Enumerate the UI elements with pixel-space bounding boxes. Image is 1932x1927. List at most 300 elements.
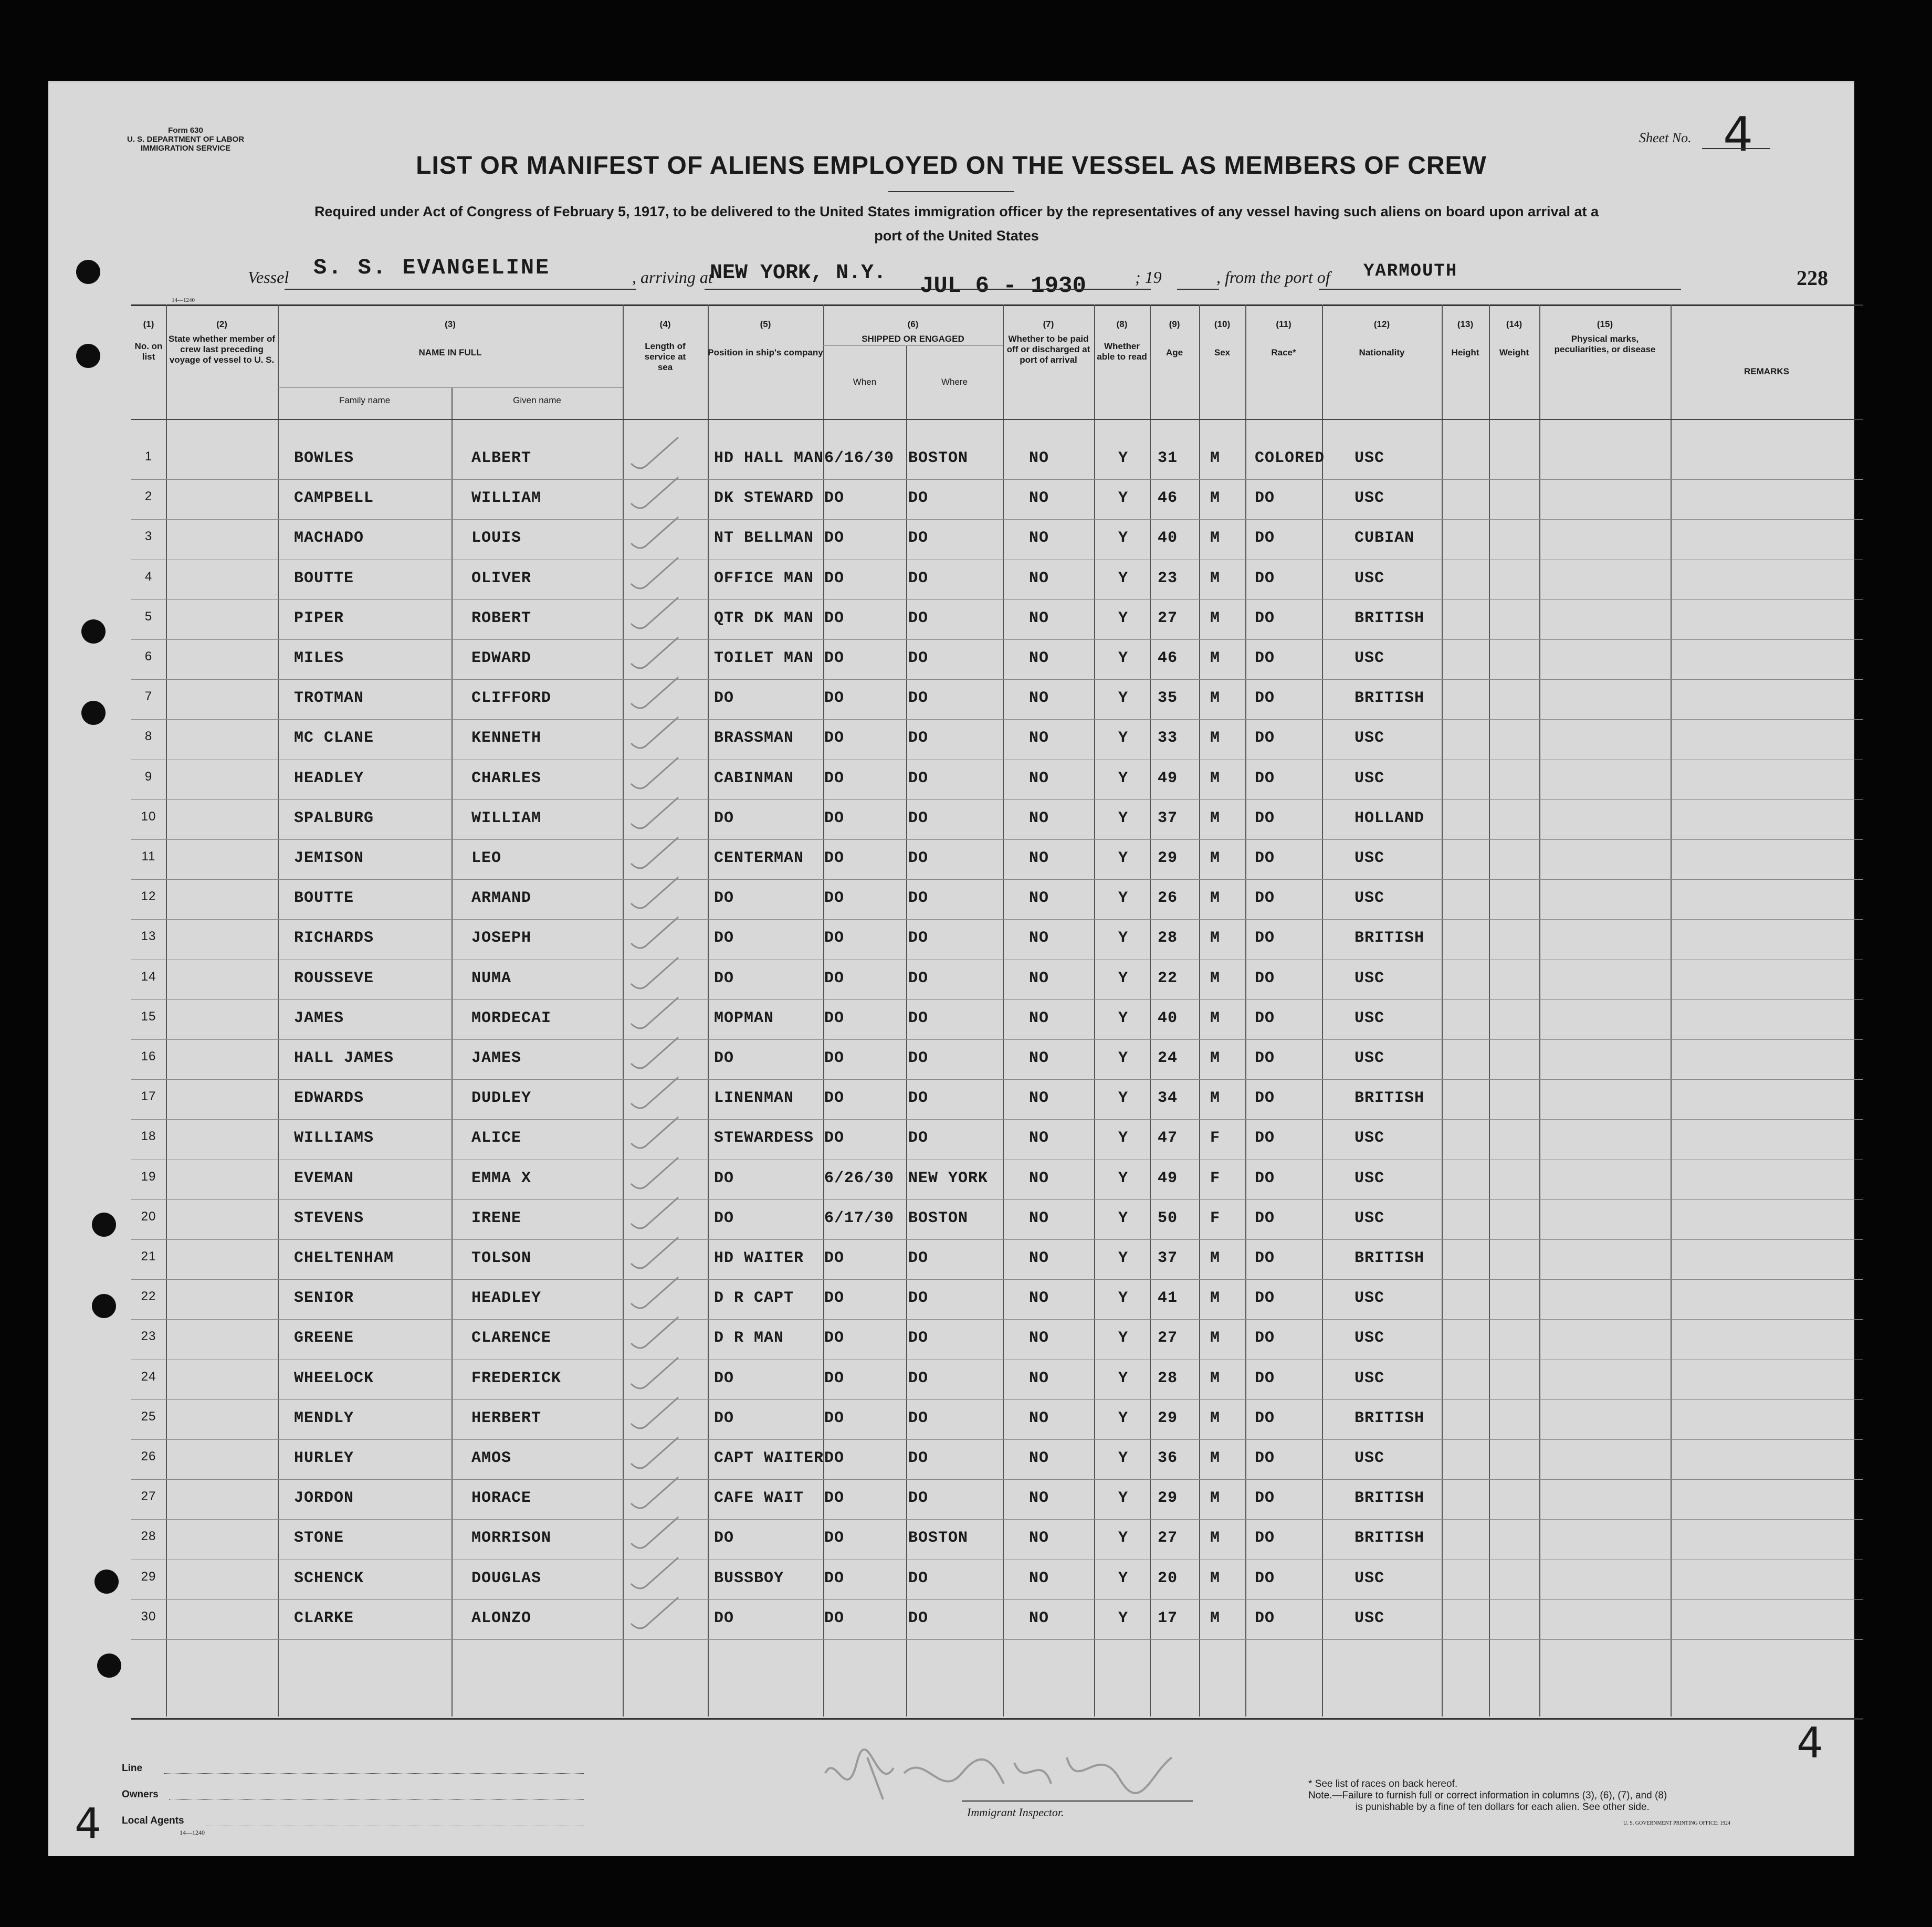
shipped-where: BOSTON (908, 1529, 969, 1547)
col2-title: State whether member of crew last preceding voyage of vessel to U. S. (168, 334, 276, 365)
age: 31 (1158, 449, 1178, 467)
paid-off: NO (1029, 769, 1049, 787)
shipped-where: DO (908, 809, 929, 827)
table-row (48, 1480, 1854, 1519)
sex: M (1210, 1289, 1221, 1308)
inspector-label: Immigrant Inspector. (967, 1806, 1064, 1819)
able-to-read: Y (1118, 489, 1129, 508)
given-name: OLIVER (471, 569, 532, 587)
shipped-where: BOSTON (908, 1209, 969, 1227)
race: DO (1255, 1209, 1275, 1227)
age: 36 (1158, 1449, 1178, 1467)
paid-off: NO (1029, 1289, 1049, 1308)
shipped-when: DO (824, 609, 845, 627)
able-to-read: Y (1118, 1129, 1129, 1147)
table-row (48, 1000, 1854, 1039)
age: 41 (1158, 1289, 1178, 1308)
sex: M (1210, 849, 1221, 867)
col3-title: NAME IN FULL (418, 348, 482, 357)
col12-header (1322, 319, 1442, 358)
table-row (48, 440, 1854, 479)
sex: M (1210, 1609, 1221, 1627)
col2-header (166, 319, 278, 365)
position: HD HALL MAN (714, 449, 824, 467)
given-name: FREDERICK (471, 1369, 562, 1387)
position: DO (714, 1409, 734, 1427)
table-row (48, 480, 1854, 519)
check-mark-icon (626, 555, 684, 592)
shipped-when: DO (824, 1249, 845, 1267)
position: DO (714, 1369, 734, 1387)
given-name: JAMES (471, 1049, 522, 1067)
race: DO (1255, 929, 1275, 947)
race: DO (1255, 1369, 1275, 1387)
given-name: NUMA (471, 969, 512, 987)
family-name: HALL JAMES (294, 1049, 394, 1067)
shipped-where: DO (908, 1289, 929, 1308)
sex: F (1210, 1129, 1221, 1147)
race: DO (1255, 1489, 1275, 1508)
nationality: BRITISH (1354, 1249, 1425, 1267)
footnote-note: Note.—Failure to furnish full or correct information in columns (3), (6), (7), and (8) (1308, 1790, 1667, 1801)
shipped-where: DO (908, 1129, 929, 1147)
nationality: USC (1354, 1169, 1385, 1187)
title-rule (888, 191, 1014, 192)
paid-off: NO (1029, 1369, 1049, 1387)
nationality: USC (1354, 1609, 1385, 1627)
paid-off: NO (1029, 1409, 1049, 1427)
age: 50 (1158, 1209, 1178, 1227)
arrival-date-stamp: JUL 6 - 1930 (920, 273, 1086, 299)
arriving-at: NEW YORK, N.Y. (710, 261, 887, 285)
row-number: 5 (144, 609, 153, 624)
col13-header (1442, 319, 1489, 358)
sex: M (1210, 889, 1221, 908)
race: DO (1255, 889, 1275, 908)
shipped-when: DO (824, 1449, 845, 1467)
position: QTR DK MAN (714, 609, 814, 627)
able-to-read: Y (1118, 1569, 1129, 1587)
table-row (48, 1200, 1854, 1239)
row-rule (131, 1639, 1863, 1640)
sex: M (1210, 1009, 1221, 1027)
age: 29 (1158, 849, 1178, 867)
row-number: 18 (141, 1129, 156, 1144)
paid-off: NO (1029, 1329, 1049, 1347)
given-name-header: Given name (513, 395, 561, 405)
age: 46 (1158, 649, 1178, 667)
given-name: TOLSON (471, 1249, 532, 1267)
row-number: 13 (141, 929, 156, 944)
col7-number: (7) (1043, 319, 1054, 329)
race: DO (1255, 809, 1275, 827)
shipped-when: DO (824, 729, 845, 747)
row-number: 25 (141, 1409, 156, 1424)
col4-header (623, 319, 708, 373)
position: DO (714, 1529, 734, 1547)
able-to-read: Y (1118, 889, 1129, 908)
table-row (48, 1560, 1854, 1599)
col1-header (131, 319, 166, 362)
family-name: SPALBURG (294, 809, 374, 827)
check-mark-icon (626, 1475, 684, 1511)
sex: F (1210, 1209, 1221, 1227)
age: 37 (1158, 809, 1178, 827)
given-name: CLARENCE (471, 1329, 552, 1347)
family-name: MACHADO (294, 529, 364, 547)
vessel-underline (285, 289, 636, 290)
paid-off: NO (1029, 689, 1049, 708)
col7-header (1003, 319, 1094, 365)
given-name: MORDECAI (471, 1009, 552, 1027)
family-name: TROTMAN (294, 689, 364, 708)
punch-hole (76, 344, 100, 368)
shipped-where: DO (908, 889, 929, 908)
line-label: Line (122, 1763, 143, 1774)
position: DO (714, 969, 734, 987)
punch-hole (94, 1570, 119, 1594)
check-mark-icon (626, 1235, 684, 1271)
able-to-read: Y (1118, 1049, 1129, 1067)
shipped-where: DO (908, 529, 929, 547)
position: DO (714, 1209, 734, 1227)
family-name: CAMPBELL (294, 489, 374, 508)
col9-number: (9) (1169, 319, 1180, 329)
table-row (48, 1400, 1854, 1439)
check-mark-icon (626, 1514, 684, 1551)
able-to-read: Y (1118, 809, 1129, 827)
col7-title: Whether to be paid off or discharged at port of arrival (1006, 334, 1090, 365)
date-underline (941, 289, 1151, 290)
check-mark-icon (626, 1275, 684, 1311)
shipped-when: DO (824, 809, 845, 827)
remarks-header: REMARKS (1744, 366, 1789, 376)
col3-header (278, 319, 623, 358)
check-mark-icon (626, 875, 684, 911)
shipped-where: DO (908, 1089, 929, 1108)
shipped-when: 6/17/30 (824, 1209, 895, 1227)
able-to-read: Y (1118, 849, 1129, 867)
family-name: RICHARDS (294, 929, 374, 947)
col6-title: SHIPPED OR ENGAGED (862, 334, 964, 344)
race: DO (1255, 1609, 1275, 1627)
shipped-where: DO (908, 1369, 929, 1387)
nationality: USC (1354, 969, 1385, 987)
table-row (48, 840, 1854, 879)
check-mark-icon (626, 595, 684, 631)
shipped-where: DO (908, 1609, 929, 1627)
shipped-where: DO (908, 1249, 929, 1267)
given-name: EMMA X (471, 1169, 532, 1187)
shipped-when: DO (824, 1489, 845, 1508)
row-number: 12 (141, 889, 156, 904)
age: 17 (1158, 1609, 1178, 1627)
able-to-read: Y (1118, 769, 1129, 787)
check-mark-icon (626, 1195, 684, 1231)
position: BRASSMAN (714, 729, 794, 747)
family-name: MC CLANE (294, 729, 374, 747)
given-name: HERBERT (471, 1409, 542, 1427)
family-name: HEADLEY (294, 769, 364, 787)
paid-off: NO (1029, 649, 1049, 667)
race: DO (1255, 1329, 1275, 1347)
row-number: 21 (141, 1249, 156, 1263)
sex: M (1210, 529, 1221, 547)
table-row (48, 760, 1854, 799)
col10-number: (10) (1214, 319, 1231, 329)
required-line-1: Required under Act of Congress of February 5, 1917, to be delivered to the United States immigration officer by the representatives of any vessel having such aliens on board upon arrival at a (314, 204, 1599, 219)
age: 34 (1158, 1089, 1178, 1108)
able-to-read: Y (1118, 1449, 1129, 1467)
paid-off: NO (1029, 1249, 1049, 1267)
given-name: WILLIAM (471, 809, 542, 827)
col12-title: Nationality (1359, 348, 1405, 357)
row-number: 2 (144, 489, 153, 504)
nationality: USC (1354, 1129, 1385, 1147)
sheet-label: Sheet No. (1639, 130, 1692, 145)
check-mark-icon (626, 1435, 684, 1471)
age: 23 (1158, 569, 1178, 587)
name-subheader-rule (278, 387, 623, 388)
race: DO (1255, 1529, 1275, 1547)
shipped-when: DO (824, 1529, 845, 1547)
shipped-when: DO (824, 889, 845, 908)
sex: M (1210, 569, 1221, 587)
shipped-where: DO (908, 649, 929, 667)
age: 40 (1158, 529, 1178, 547)
shipped-where: BOSTON (908, 449, 969, 467)
row-number: 11 (141, 849, 156, 864)
paid-off: NO (1029, 1009, 1049, 1027)
check-mark-icon (626, 1035, 684, 1071)
col4-title: Length of service at sea (644, 341, 686, 372)
table-row (48, 1240, 1854, 1279)
family-name: BOWLES (294, 449, 354, 467)
col10-title: Sex (1214, 348, 1231, 357)
table-row (48, 1360, 1854, 1399)
col3-number: (3) (445, 319, 456, 329)
owners-label: Owners (122, 1789, 159, 1800)
table-row (48, 1080, 1854, 1119)
sex: M (1210, 489, 1221, 508)
table-row (48, 800, 1854, 839)
nationality: BRITISH (1354, 1409, 1425, 1427)
shipped-where: DO (908, 1049, 929, 1067)
check-mark-icon (626, 1555, 684, 1592)
position: DO (714, 1609, 734, 1627)
col10-header (1199, 319, 1245, 358)
paid-off: NO (1029, 1449, 1049, 1467)
given-name: JOSEPH (471, 929, 532, 947)
table-row (48, 1280, 1854, 1319)
table-row (48, 1440, 1854, 1479)
race: DO (1255, 529, 1275, 547)
age: 27 (1158, 1529, 1178, 1547)
position: CENTERMAN (714, 849, 804, 867)
age: 29 (1158, 1409, 1178, 1427)
family-name: JEMISON (294, 849, 364, 867)
row-number: 19 (141, 1169, 156, 1184)
shipped-when: DO (824, 849, 845, 867)
row-number: 6 (144, 649, 153, 664)
row-number: 28 (141, 1529, 156, 1544)
sex: M (1210, 1249, 1221, 1267)
paid-off: NO (1029, 569, 1049, 587)
family-name: PIPER (294, 609, 344, 627)
agents-code: 14—1240 (180, 1829, 205, 1836)
table-row (48, 560, 1854, 599)
check-mark-icon (626, 835, 684, 871)
col4-number: (4) (659, 319, 671, 329)
paid-off: NO (1029, 809, 1049, 827)
position: NT BELLMAN (714, 529, 814, 547)
age: 20 (1158, 1569, 1178, 1587)
family-name: ROUSSEVE (294, 969, 374, 987)
department-name: U. S. DEPARTMENT OF LABOR (127, 135, 245, 144)
age: 47 (1158, 1129, 1178, 1147)
able-to-read: Y (1118, 1609, 1129, 1627)
row-number: 9 (144, 769, 153, 784)
family-name: GREENE (294, 1329, 354, 1347)
shipped-when: DO (824, 489, 845, 508)
sex: M (1210, 649, 1221, 667)
shipped-where: DO (908, 609, 929, 627)
paid-off: NO (1029, 1129, 1049, 1147)
nationality: USC (1354, 649, 1385, 667)
shipped-when: DO (824, 569, 845, 587)
shipped-when: DO (824, 689, 845, 708)
punch-hole (81, 619, 106, 644)
given-name: LEO (471, 849, 502, 867)
race: DO (1255, 1569, 1275, 1587)
able-to-read: Y (1118, 729, 1129, 747)
shipped-when: DO (824, 1049, 845, 1067)
race: COLORED (1255, 449, 1325, 467)
col6-header (823, 319, 1003, 344)
col6-number: (6) (907, 319, 919, 329)
able-to-read: Y (1118, 609, 1129, 627)
row-number: 3 (144, 529, 153, 544)
nationality: CUBIAN (1354, 529, 1415, 547)
shipped-when: DO (824, 1129, 845, 1147)
shipped-where: DO (908, 1329, 929, 1347)
position: DO (714, 1049, 734, 1067)
small-code: 14—1240 (172, 297, 195, 303)
sex: M (1210, 809, 1221, 827)
given-name: DUDLEY (471, 1089, 532, 1108)
able-to-read: Y (1118, 1209, 1129, 1227)
inspector-signature (804, 1742, 1203, 1810)
nationality: USC (1354, 1049, 1385, 1067)
table-row (48, 960, 1854, 999)
col15-header (1539, 319, 1671, 355)
position: DK STEWARD (714, 489, 814, 508)
row-number: 17 (141, 1089, 156, 1104)
able-to-read: Y (1118, 1529, 1129, 1547)
col14-number: (14) (1506, 319, 1522, 329)
able-to-read: Y (1118, 1169, 1129, 1187)
shipped-when: DO (824, 649, 845, 667)
able-to-read: Y (1118, 529, 1129, 547)
able-to-read: Y (1118, 1409, 1129, 1427)
nationality: USC (1354, 1009, 1385, 1027)
family-name: JORDON (294, 1489, 354, 1508)
paid-off: NO (1029, 1569, 1049, 1587)
col15-number: (15) (1597, 319, 1613, 329)
row-number: 14 (141, 969, 156, 984)
col8-header (1094, 319, 1150, 362)
family-name-header: Family name (339, 395, 391, 405)
paid-off: NO (1029, 969, 1049, 987)
shipped-when: DO (824, 1329, 845, 1347)
given-name: IRENE (471, 1209, 522, 1227)
race: DO (1255, 1129, 1275, 1147)
shipped-where: DO (908, 1569, 929, 1587)
check-mark-icon (626, 675, 684, 711)
given-name: MORRISON (471, 1529, 552, 1547)
shipped-when: DO (824, 1609, 845, 1627)
family-name: CLARKE (294, 1609, 354, 1627)
check-mark-icon (626, 435, 684, 471)
handwritten-number-left: 4 (75, 1799, 101, 1848)
race: DO (1255, 1449, 1275, 1467)
nationality: BRITISH (1354, 929, 1425, 947)
shipped-when: DO (824, 1089, 845, 1108)
age: 49 (1158, 1169, 1178, 1187)
nationality: USC (1354, 489, 1385, 508)
race: DO (1255, 1009, 1275, 1027)
race: DO (1255, 1169, 1275, 1187)
nationality: BRITISH (1354, 1529, 1425, 1547)
form-number: Form 630 (168, 126, 203, 135)
nationality: USC (1354, 1329, 1385, 1347)
sex: M (1210, 1449, 1221, 1467)
position: DO (714, 889, 734, 908)
row-number: 10 (141, 809, 156, 824)
position: CABINMAN (714, 769, 794, 787)
paid-off: NO (1029, 849, 1049, 867)
paid-off: NO (1029, 889, 1049, 908)
race: DO (1255, 1089, 1275, 1108)
col5-number: (5) (760, 319, 771, 329)
shipped-where: DO (908, 689, 929, 708)
position: HD WAITER (714, 1249, 804, 1267)
shipped-when: 6/16/30 (824, 449, 895, 467)
able-to-read: Y (1118, 929, 1129, 947)
given-name: ALBERT (471, 449, 532, 467)
check-mark-icon (626, 635, 684, 671)
race: DO (1255, 1049, 1275, 1067)
local-agents-label: Local Agents (122, 1815, 184, 1826)
shipped-when: DO (824, 929, 845, 947)
table-row (48, 680, 1854, 719)
family-name: BOUTTE (294, 569, 354, 587)
age: 46 (1158, 489, 1178, 508)
able-to-read: Y (1118, 1329, 1129, 1347)
check-mark-icon (626, 1314, 684, 1351)
check-mark-icon (626, 1395, 684, 1431)
nationality: USC (1354, 1289, 1385, 1308)
able-to-read: Y (1118, 1289, 1129, 1308)
position: CAFE WAIT (714, 1489, 804, 1508)
from-port-label: , from the port of (1216, 268, 1330, 287)
position: STEWARDESS (714, 1129, 814, 1147)
shipped-where: DO (908, 1409, 929, 1427)
family-name: JAMES (294, 1009, 344, 1027)
row-number: 20 (141, 1209, 156, 1224)
given-name: ALICE (471, 1129, 522, 1147)
able-to-read: Y (1118, 569, 1129, 587)
